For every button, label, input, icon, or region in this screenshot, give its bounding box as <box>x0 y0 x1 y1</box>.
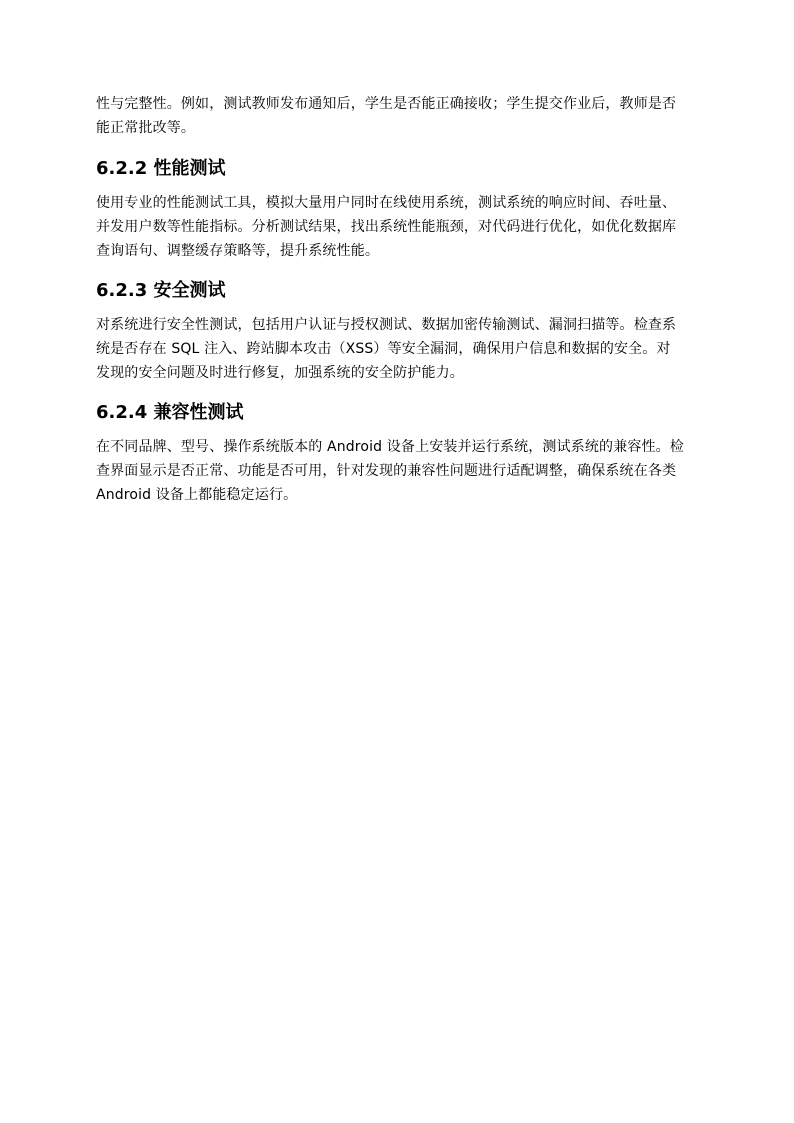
intro-paragraph <box>96 92 698 140</box>
section-heading: 6.2.2 性能测试 <box>96 158 226 179</box>
section-heading: 6.2.4 兼容性测试 <box>96 402 244 423</box>
section-compatibility-test <box>96 400 698 507</box>
section-security-test <box>96 278 698 385</box>
paragraph-line: 统是否存在 SQL 注入、跨站脚本攻击（XSS）等安全漏洞，确保用户信息和数据的安全。对 <box>96 341 671 357</box>
paragraph-line: Android 设备上都能稳定运行。 <box>96 487 298 503</box>
paragraph-line: 发现的安全问题及时进行修复，加强系统的安全防护能力。 <box>96 365 464 381</box>
section-heading: 6.2.3 安全测试 <box>96 280 226 301</box>
section-performance-test <box>96 156 698 263</box>
section-paragraph <box>96 313 698 385</box>
paragraph-line: 查询语句、调整缓存策略等，提升系统性能。 <box>96 243 379 259</box>
paragraph-line: 在不同品牌、型号、操作系统版本的 Android 设备上安装并运行系统，测试系统的兼容性。检 <box>96 439 684 455</box>
section-paragraph <box>96 191 698 263</box>
paragraph-line: 性与完整性。例如，测试教师发布通知后，学生是否能正确接收；学生提交作业后，教师是否 <box>96 96 677 112</box>
section-paragraph <box>96 435 698 507</box>
paragraph-line: 对系统进行安全性测试，包括用户认证与授权测试、数据加密传输测试、漏洞扫描等。检查系 <box>96 317 677 333</box>
paragraph-line: 并发用户数等性能指标。分析测试结果，找出系统性能瓶颈，对代码进行优化，如优化数据库 <box>96 219 677 235</box>
paragraph-line: 使用专业的性能测试工具，模拟大量用户同时在线使用系统，测试系统的响应时间、吞吐量、 <box>96 195 677 211</box>
paragraph-line: 查界面显示是否正常、功能是否可用，针对发现的兼容性问题进行适配调整，确保系统在各类 <box>96 463 677 479</box>
paragraph-line: 能正常批改等。 <box>96 120 196 136</box>
